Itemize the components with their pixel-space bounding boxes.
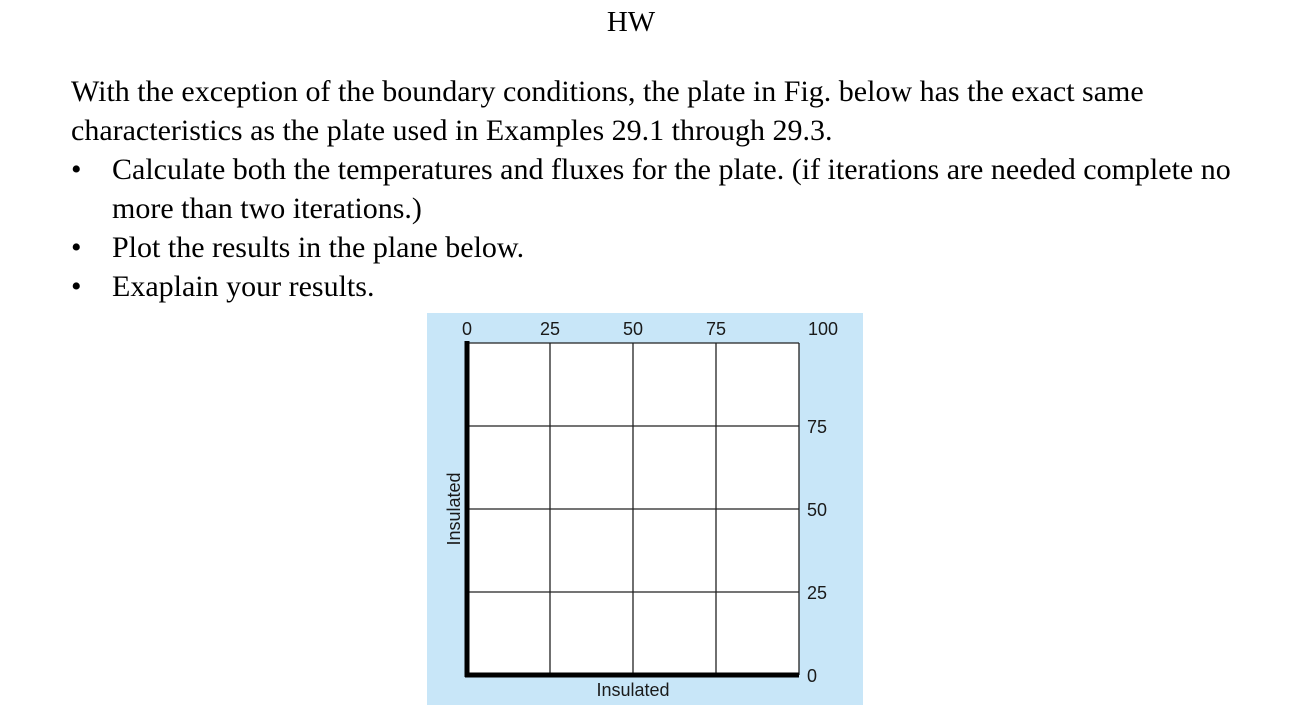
- right-label: 25: [807, 583, 828, 603]
- task-text: Plot the results in the plane below.: [112, 231, 525, 264]
- right-label: 0: [807, 666, 818, 686]
- task-text: Calculate both the temperatures and fluxes for the plate. (if iterations are needed complete no more than two iterations.): [112, 153, 1231, 225]
- plate-figure: [427, 313, 863, 705]
- top-label: 0: [461, 319, 473, 339]
- left-insulated-label: Insulated: [444, 472, 464, 546]
- bullet-icon: •: [71, 153, 82, 186]
- task-item: [71, 267, 1251, 306]
- plate-diagram: [427, 313, 863, 705]
- top-label: 25: [539, 319, 561, 339]
- right-label: 50: [807, 500, 828, 520]
- task-item: [71, 228, 1251, 267]
- right-label: 75: [807, 417, 828, 437]
- task-item: [71, 150, 1251, 228]
- top-label: 75: [705, 319, 727, 339]
- bottom-insulated-label: Insulated: [596, 680, 670, 700]
- top-label: 50: [622, 319, 644, 339]
- bullet-icon: •: [71, 231, 82, 264]
- page-title: HW: [606, 6, 656, 38]
- bullet-icon: •: [71, 270, 82, 303]
- task-text: Exaplain your results.: [112, 270, 375, 303]
- problem-statement: With the exception of the boundary conditions, the plate in Fig. below has the exact same characteristics as the plate used in Examples 29.1 through 29.3.: [71, 75, 1144, 147]
- top-label: 100: [807, 319, 839, 339]
- task-list: [71, 150, 1251, 306]
